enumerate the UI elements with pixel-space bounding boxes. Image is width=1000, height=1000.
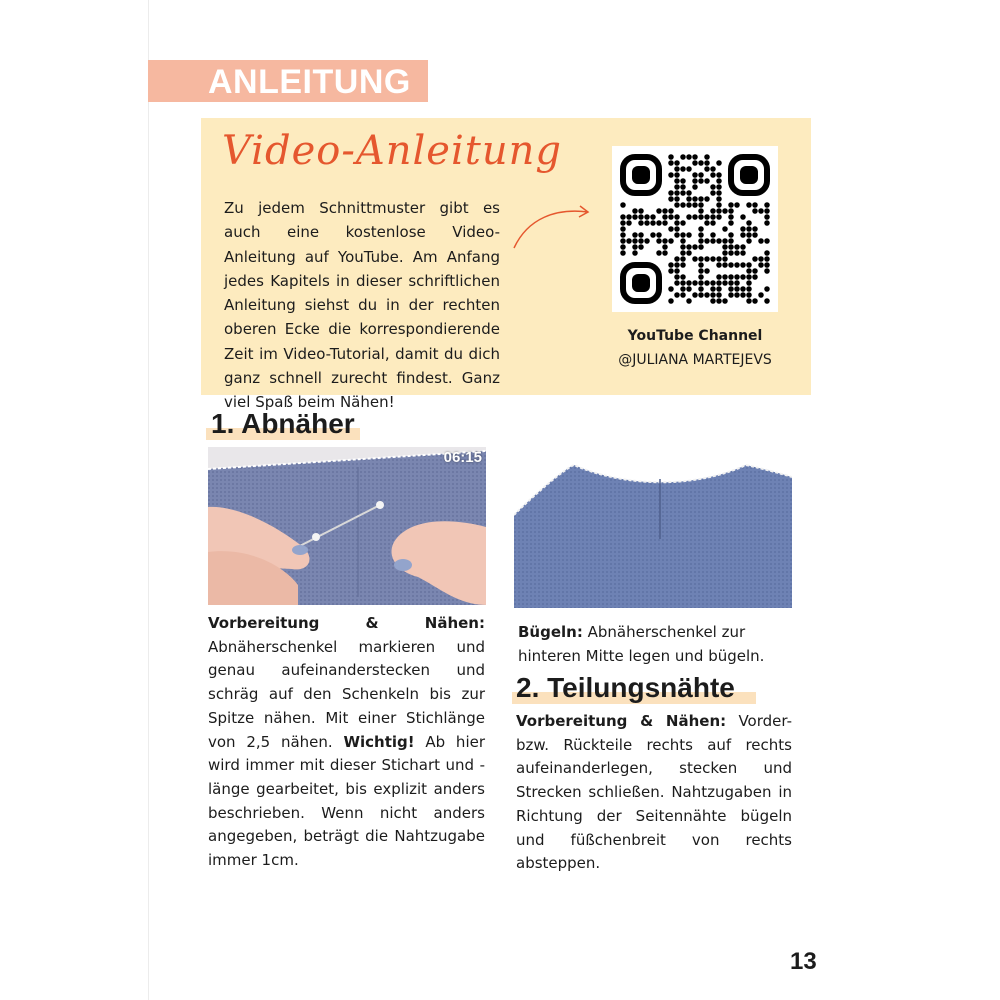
- video-section-title: Video-Anleitung: [222, 128, 562, 174]
- section1-heading: 1. Abnäher: [211, 408, 355, 439]
- youtube-channel-handle: @JULIANA MARTEJEVS: [618, 352, 772, 368]
- ironing-text: Abnäherschenkel zur hinteren Mitte legen und bügeln.: [518, 623, 765, 665]
- page-number: 13: [790, 948, 817, 975]
- section2-instructions: [516, 710, 792, 876]
- page-gutter: [0, 0, 149, 1000]
- photo-ironed-dart: [514, 447, 792, 608]
- section2-heading: 2. Teilungsnähte: [516, 672, 735, 703]
- photo-pinning-darts: [208, 447, 486, 605]
- section1-emphasis: Wichtig!: [343, 732, 415, 751]
- video-timestamp: 06:15: [443, 449, 482, 466]
- video-section-text: Zu jedem Schnittmuster gibt es auch eine kostenlose Video-Anleitung auf YouTube. Am Anfang jedes Kapitels in dieser schriftlichen Anleitung siehst du in der rechten oberen Ecke die korrespondierende Zeit im Video-Tutorial, damit du dich ganz schnell zurecht findest. Ganz viel Spaß beim Nähen!: [224, 199, 500, 412]
- photo-pinning-illustration: [208, 447, 486, 605]
- youtube-channel-label: YouTube Channel: [627, 328, 763, 344]
- section1-step-text-b: Ab hier wird immer mit dieser Stichart und -länge gearbeitet, bis explizit anders beschrieben. Wenn nicht anders angegeben, beträgt die Nahtzugabe immer 1cm.: [208, 732, 486, 870]
- photo-ironed-illustration: [514, 447, 792, 608]
- page-title: ANLEITUNG: [208, 63, 411, 101]
- section2-step-label: Vorbereitung & Nähen:: [516, 712, 727, 730]
- section1-step-text-a: Abnäherschenkel markieren und genau aufeinanderstecken und schräg auf den Schenkeln bis zur Spitze nähen. Mit einer Stichlänge von 2,5 nähen.: [208, 637, 485, 751]
- ironing-instructions: [518, 621, 794, 668]
- ironing-label: Bügeln:: [518, 623, 583, 641]
- section2-step-text: Vorder- bzw. Rückteile rechts auf rechts aufeinanderlegen, stecken und Strecken schließen. Nahtzugaben in Richtung der Seitennähte bügeln und füßchenbreit von rechts absteppen.: [516, 712, 792, 873]
- qr-code-icon[interactable]: [612, 146, 778, 312]
- section1-step-label: Vorbereitung & Nähen:: [208, 614, 485, 632]
- curved-arrow-icon: [508, 196, 598, 256]
- section1-instructions: [208, 612, 485, 873]
